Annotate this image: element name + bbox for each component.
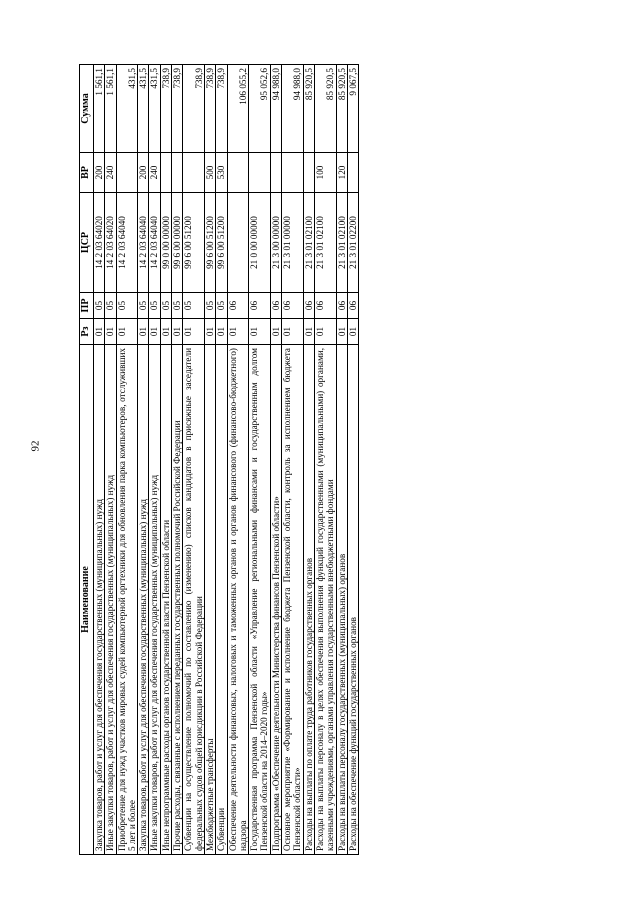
cell-sum: 85 920,5 — [336, 65, 347, 153]
table-row — [105, 65, 116, 855]
cell-csr: 21 3 01 02200 — [347, 193, 358, 293]
cell-csr: 99 6 00 51200 — [216, 193, 227, 293]
cell-vr: 500 — [204, 153, 215, 193]
cell-sum: 738,9 — [183, 65, 205, 153]
cell-sum: 94 988,0 — [282, 65, 304, 153]
cell-vr: 530 — [216, 153, 227, 193]
cell-rz: 01 — [160, 319, 171, 345]
cell-pr: 06 — [227, 293, 249, 319]
cell-vr: 100 — [314, 153, 336, 193]
cell-sum: 1 561,1 — [94, 65, 105, 153]
cell-name: Иные непрограммные расходы органов государственной власти Пензенской области — [160, 345, 171, 855]
cell-vr — [282, 153, 304, 193]
cell-rz: 01 — [138, 319, 149, 345]
table-row — [204, 65, 215, 855]
table-row — [249, 65, 271, 855]
header-pr: ПР — [80, 293, 94, 319]
cell-pr: 05 — [183, 293, 205, 319]
cell-rz: 01 — [314, 319, 336, 345]
cell-sum: 738,9 — [216, 65, 227, 153]
cell-vr: 240 — [105, 153, 116, 193]
cell-csr: 21 0 00 00000 — [249, 193, 271, 293]
table-header-row — [80, 65, 94, 855]
cell-pr: 05 — [172, 293, 183, 319]
cell-sum: 431,5 — [138, 65, 149, 153]
cell-sum: 106 055,2 — [227, 65, 249, 153]
table-row — [116, 65, 138, 855]
cell-name: Государственная программа Пензенской области «Управление региональными финансами и государственным долгом Пензенской области на 2014–2020 годы» — [249, 345, 271, 855]
cell-pr: 06 — [314, 293, 336, 319]
cell-name: Расходы на выплаты по оплате труда работников государственных органов — [303, 345, 314, 855]
cell-csr: 99 6 00 51200 — [183, 193, 205, 293]
cell-pr: 05 — [160, 293, 171, 319]
cell-csr: 99 0 00 00000 — [160, 193, 171, 293]
cell-vr — [249, 153, 271, 193]
cell-rz: 01 — [105, 319, 116, 345]
table-row — [303, 65, 314, 855]
table-row — [138, 65, 149, 855]
cell-csr: 14 2 03 64020 — [105, 193, 116, 293]
cell-name: Основное мероприятие «Формирование и исполнение бюджета Пензенской области, контроль за исполнением бюджета Пензенской области» — [282, 345, 304, 855]
table-row — [314, 65, 336, 855]
table-body — [94, 65, 359, 855]
cell-name: Обеспечение деятельности финансовых, налоговых и таможенных органов и органов финансового (финансово-бюджетного) надзора — [227, 345, 249, 855]
cell-pr: 06 — [303, 293, 314, 319]
cell-sum: 85 920,5 — [303, 65, 314, 153]
cell-name: Закупка товаров, работ и услуг для обеспечения государственных (муниципальных) нужд — [138, 345, 149, 855]
header-name: Наименование — [80, 345, 94, 855]
cell-csr: 21 3 01 02100 — [336, 193, 347, 293]
cell-rz: 01 — [282, 319, 304, 345]
cell-vr — [347, 153, 358, 193]
cell-vr — [160, 153, 171, 193]
cell-pr: 06 — [270, 293, 281, 319]
cell-vr — [303, 153, 314, 193]
cell-csr: 14 2 03 64040 — [138, 193, 149, 293]
cell-csr: 99 6 00 00000 — [172, 193, 183, 293]
budget-table-page — [79, 65, 579, 855]
header-sum: Сумма — [80, 65, 94, 153]
cell-vr: 240 — [149, 153, 160, 193]
cell-rz: 01 — [270, 319, 281, 345]
table-row — [347, 65, 358, 855]
cell-csr: 21 3 01 00000 — [282, 193, 304, 293]
cell-csr: 14 2 03 64020 — [94, 193, 105, 293]
cell-name: Приобретение для нужд участков мировых судей компьютерной оргтехники для обновления парка компьютеров, отслуживших 5 лет и более — [116, 345, 138, 855]
cell-name: Прочие расходы, связанные с исполнением переданных государственных полномочий Российской Федерации — [172, 345, 183, 855]
table-row — [270, 65, 281, 855]
cell-vr: 200 — [94, 153, 105, 193]
cell-sum: 85 920,5 — [314, 65, 336, 153]
table-row — [172, 65, 183, 855]
cell-sum: 431,5 — [116, 65, 138, 153]
cell-pr: 05 — [149, 293, 160, 319]
cell-csr: 14 2 03 64040 — [116, 193, 138, 293]
cell-vr: 200 — [138, 153, 149, 193]
cell-sum: 738,9 — [172, 65, 183, 153]
cell-name: Расходы на выплаты персоналу в целях обеспечения выполнения функций государственными (муниципальными) органами, казенными учреждениями, органами управления государственными внебюджетными фондами — [314, 345, 336, 855]
cell-sum: 95 052,6 — [249, 65, 271, 153]
cell-pr: 06 — [336, 293, 347, 319]
cell-pr: 06 — [249, 293, 271, 319]
cell-csr: 21 3 01 02100 — [314, 193, 336, 293]
cell-name: Подпрограмма «Обеспечение деятельности Министерства финансов Пензенской области» — [270, 345, 281, 855]
cell-rz: 01 — [183, 319, 205, 345]
cell-rz: 01 — [204, 319, 215, 345]
cell-name: Иные закупки товаров, работ и услуг для обеспечения государственных (муниципальных) нужд — [149, 345, 160, 855]
cell-sum: 1 561,1 — [105, 65, 116, 153]
header-csr: ЦСР — [80, 193, 94, 293]
cell-pr: 05 — [216, 293, 227, 319]
cell-csr: 21 3 00 00000 — [270, 193, 281, 293]
cell-name: Расходы на выплаты персоналу государственных (муниципальных) органов — [336, 345, 347, 855]
header-rz: Рз — [80, 319, 94, 345]
cell-pr: 05 — [105, 293, 116, 319]
cell-name: Субвенции — [216, 345, 227, 855]
cell-rz: 01 — [94, 319, 105, 345]
cell-name: Закупка товаров, работ и услуг для обеспечения государственных (муниципальных) нужд — [94, 345, 105, 855]
header-vr: ВР — [80, 153, 94, 193]
cell-pr: 05 — [138, 293, 149, 319]
cell-rz: 01 — [149, 319, 160, 345]
cell-csr: 21 3 01 02100 — [303, 193, 314, 293]
cell-sum: 738,9 — [160, 65, 171, 153]
cell-rz: 01 — [116, 319, 138, 345]
cell-vr — [270, 153, 281, 193]
cell-sum: 431,5 — [149, 65, 160, 153]
cell-sum: 9 067,5 — [347, 65, 358, 153]
cell-name: Субвенции на осуществление полномочий по составлению (изменению) списков кандидатов в присяжные заседатели федеральных судов общей юрисдикции в Российской Федерации — [183, 345, 205, 855]
table-row — [227, 65, 249, 855]
cell-rz: 01 — [303, 319, 314, 345]
cell-rz: 01 — [249, 319, 271, 345]
cell-csr: 99 6 00 51200 — [204, 193, 215, 293]
cell-vr: 120 — [336, 153, 347, 193]
cell-pr: 05 — [94, 293, 105, 319]
cell-rz: 01 — [347, 319, 358, 345]
cell-csr: 14 2 03 64040 — [149, 193, 160, 293]
cell-pr: 05 — [204, 293, 215, 319]
table-row — [282, 65, 304, 855]
cell-pr: 06 — [347, 293, 358, 319]
cell-rz: 01 — [227, 319, 249, 345]
cell-name: Иные закупки товаров, работ и услуг для обеспечения государственных (муниципальных) нужд — [105, 345, 116, 855]
cell-pr: 05 — [116, 293, 138, 319]
cell-csr — [227, 193, 249, 293]
cell-vr — [116, 153, 138, 193]
cell-pr: 06 — [282, 293, 304, 319]
cell-vr — [172, 153, 183, 193]
table-row — [216, 65, 227, 855]
cell-sum: 94 988,0 — [270, 65, 281, 153]
table-row — [160, 65, 171, 855]
table-row — [94, 65, 105, 855]
cell-vr — [183, 153, 205, 193]
table-row — [183, 65, 205, 855]
cell-sum: 738,9 — [204, 65, 215, 153]
budget-table — [79, 64, 359, 855]
cell-rz: 01 — [172, 319, 183, 345]
cell-rz: 01 — [216, 319, 227, 345]
cell-name: Межбюджетные трансферты — [204, 345, 215, 855]
page-number: 92 — [29, 440, 42, 452]
table-row — [336, 65, 347, 855]
cell-rz: 01 — [336, 319, 347, 345]
cell-vr — [227, 153, 249, 193]
cell-name: Расходы на обеспечение функций государственных органов — [347, 345, 358, 855]
table-row — [149, 65, 160, 855]
